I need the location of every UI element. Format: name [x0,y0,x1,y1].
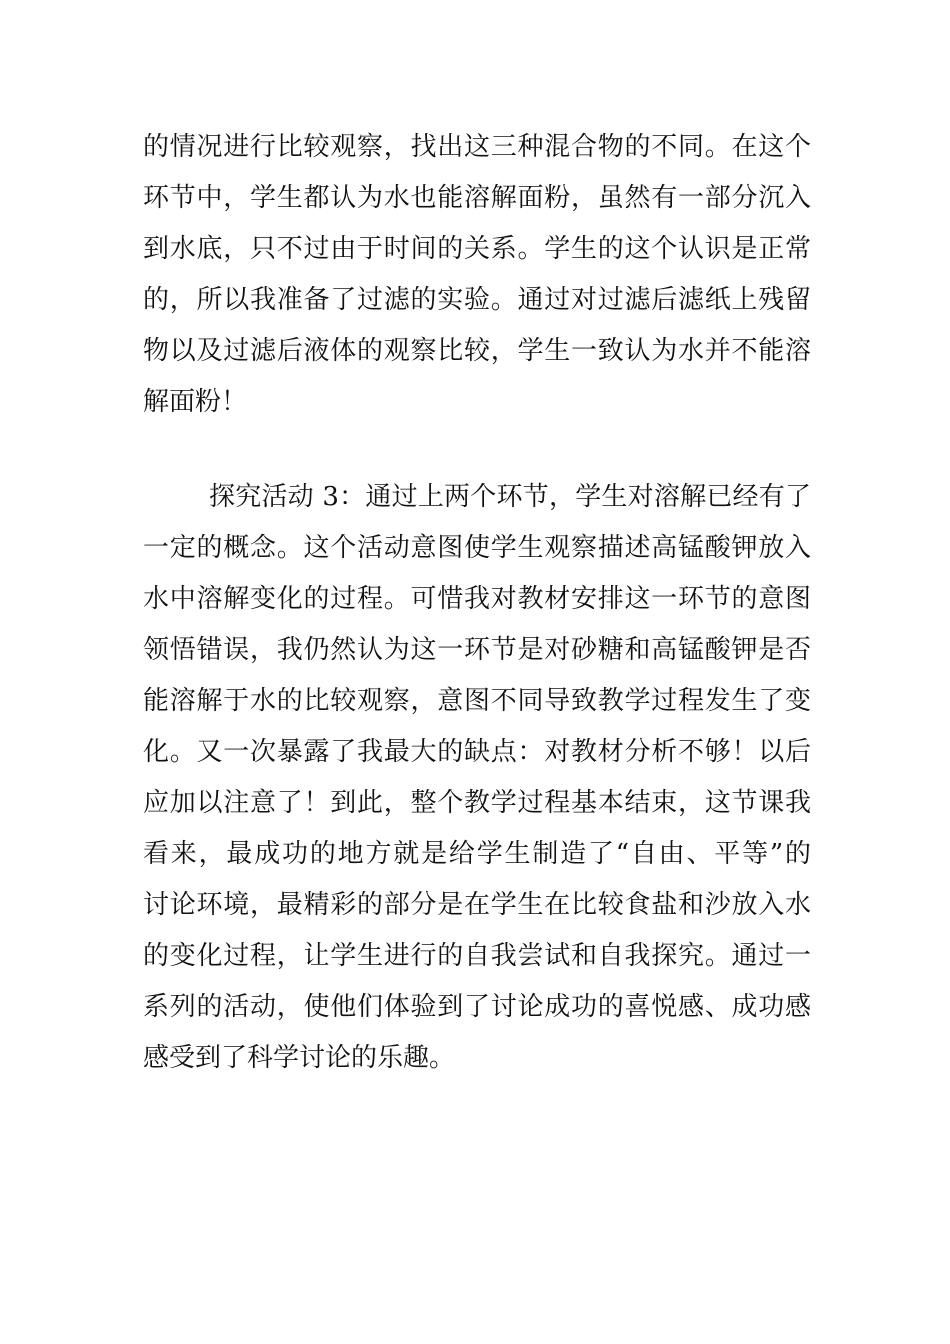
paragraph-line: 领悟错误，我仍然认为这一环节是对砂糖和高锰酸钾是否 [143,635,811,665]
paragraph-line: 物以及过滤后液体的观察比较，学生一致认为水并不能溶 [143,336,811,366]
paragraph-line: 讨论环境，最精彩的部分是在学生在比较食盐和沙放入水 [143,890,811,920]
paragraph-line: 能溶解于水的比较观察，意图不同导致教学过程发生了变 [143,686,811,716]
paragraph-line: 到水底，只不过由于时间的关系。学生的这个认识是正常 [143,234,811,264]
paragraph-line: 系列的活动，使他们体验到了讨论成功的喜悦感、成功感 [143,992,811,1022]
paragraph-line: 应加以注意了！到此，整个教学过程基本结束，这节课我 [143,788,811,818]
paragraph-line: 环节中，学生都认为水也能溶解面粉，虽然有一部分沉入 [143,183,811,213]
paragraph-1 [143,122,811,428]
paragraph-line: 的，所以我准备了过滤的实验。通过对过滤后滤纸上残留 [143,285,811,315]
paragraph-2 [143,472,811,1084]
paragraph-line: 的变化过程，让学生进行的自我尝试和自我探究。通过一 [143,941,811,971]
paragraph-line: 感受到了科学讨论的乐趣。 [143,1043,456,1073]
paragraph-line: 探究活动 3：通过上两个环节，学生对溶解已经有了 [209,482,811,512]
paragraph-line: 的情况进行比较观察，找出这三种混合物的不同。在这个 [143,132,811,162]
paragraph-line: 化。又一次暴露了我最大的缺点：对教材分析不够！以后 [143,737,811,767]
paragraph-line: 解面粉！ [143,387,248,417]
paragraph-line: 看来，最成功的地方就是给学生制造了“自由、平等”的 [143,839,811,869]
paragraph-line: 一定的概念。这个活动意图使学生观察描述高锰酸钾放入 [143,533,811,563]
paragraph-line: 水中溶解变化的过程。可惜我对教材安排这一环节的意图 [143,584,811,614]
